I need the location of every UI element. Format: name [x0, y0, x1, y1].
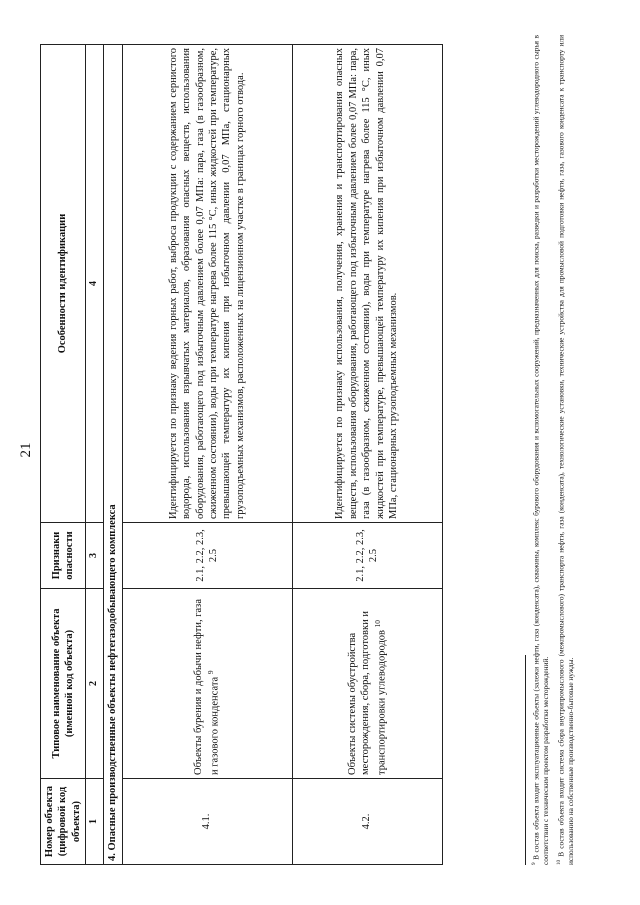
header-hazard-signs: Признаки опасности: [41, 523, 86, 589]
hazard-signs: 2.1, 2.2, 2.3, 2.5: [292, 523, 442, 589]
object-name: [292, 589, 442, 779]
header-object-number: Номер объекта (цифровой код объекта): [41, 779, 86, 865]
column-number-row: [86, 45, 104, 865]
table-row: [292, 45, 442, 865]
footnote-divider: [525, 655, 526, 865]
footnote-number: 9: [531, 862, 537, 865]
table-header-row: [41, 45, 86, 865]
identification-features: Идентифицируется по признаку использования, получения, хранения и транспортирования опасных веществ, использования оборудования, работающего под избыточным давлением более 0,07 МПа: пара, газа (в газообразном, сжиженном состоянии), воды при температуре нагрева более 115 °С, иных жидкостей при температуре, превышающей температуру их кипения при избыточном давлении 0,07 МПа, стационарных грузоподъемных механизмов.: [292, 45, 442, 523]
header-object-name: Типовое наименование объекта (именной код объекта): [41, 589, 86, 779]
header-identification-features: Особенности идентификации: [41, 45, 86, 523]
section-row: [104, 45, 122, 865]
page-number: 21: [18, 442, 34, 458]
footnote-text: В состав объекта входят эксплуатационные объекты (залежи нефти, газа (конденсата), скважины, комплекс бурового оборудования и вспомогательных сооружений, предназначенных для поиска, разведки и разработки месторождений углеводородного сырья в соответствии с техническим проектом разработки месторождений.: [531, 35, 551, 865]
footnote-ref: 10: [372, 620, 382, 628]
object-name-text: Объекты системы обустройства месторождения, сбора, подготовки и транспортировки углеводородов: [346, 611, 388, 775]
table-row: [122, 45, 292, 865]
hazard-signs: 2.1, 2.2, 2.3, 2.5: [122, 523, 292, 589]
identification-features: Идентифицируется по признаку ведения горных работ, выброса продукции с содержанием сернистого водорода, использования взрывчатых материалов, образования опасных веществ, использования оборудования, работающего под избыточным давлением более 0,07 МПа: пара, газа (в газообразном, сжиженном состоянии), воды при температуре нагрева более 115 °С, иных жидкостей при температуре, превышающей температуру их кипения при избыточном давлении 0,07 МПа, стационарных грузоподъемных механизмов, расположенных на лицензионном участке в границах горного отвода.: [122, 45, 292, 523]
object-code: 4.1.: [122, 779, 292, 865]
footnote: [531, 35, 551, 865]
object-name: [122, 589, 292, 779]
section-title: 4. Опасные производственные объекты нефтегазодобывающего комплекса: [104, 45, 122, 865]
column-number: 2: [86, 589, 104, 779]
hazard-objects-table: [40, 44, 443, 865]
object-code: 4.2.: [292, 779, 442, 865]
column-number: 4: [86, 45, 104, 523]
column-number: 1: [86, 779, 104, 865]
footnote-number: 10: [556, 859, 562, 865]
column-number: 3: [86, 523, 104, 589]
object-name-text: Объекты бурения и добычи нефти, газа и газового конденсата: [193, 599, 221, 775]
footnote-ref: 9: [205, 670, 215, 675]
footnote: [556, 35, 576, 865]
footnote-text: В состав объекта входят система сбора внутрипромыслового (межпромыслового) транспорта нефти, газа (конденсата), технологические установки, технические устройства для промысловой подготовки нефти, газа, газового конденсата к транспорту или использованию на собственные производственно-бытовые нужды.: [556, 35, 576, 865]
